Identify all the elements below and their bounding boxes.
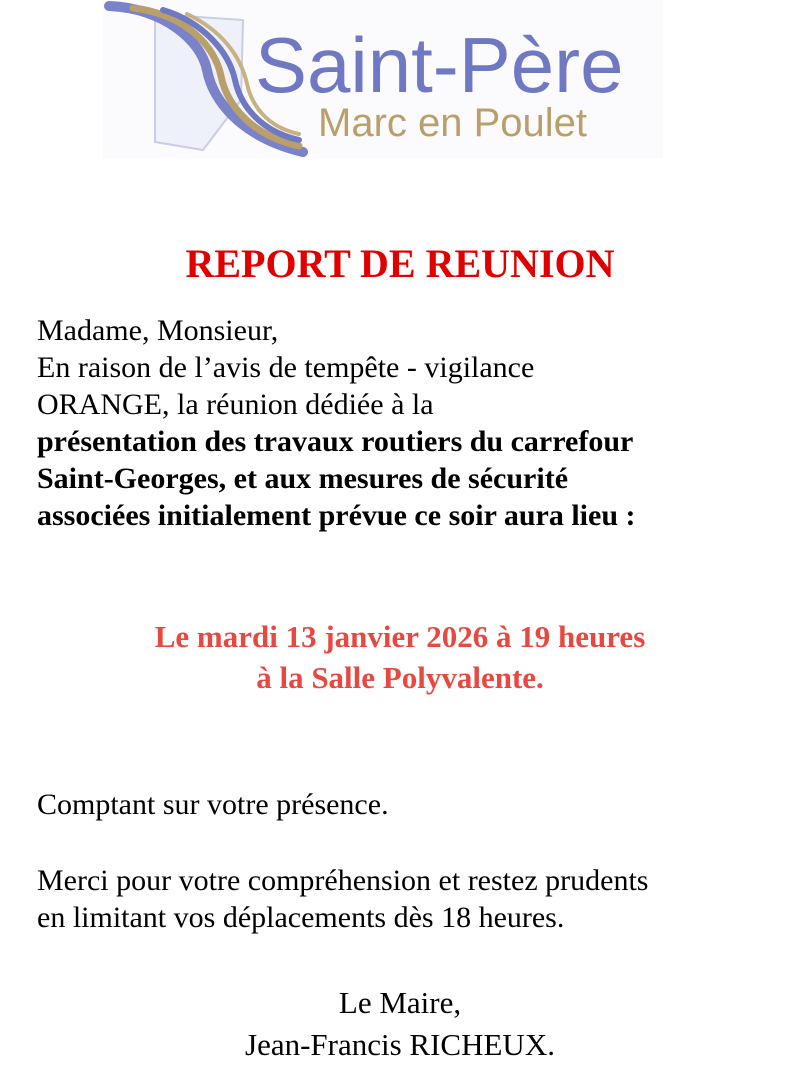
signature-name: Jean-Francis RICHEUX.: [245, 1027, 555, 1062]
closing-line: Merci pour votre compréhension et restez prudents: [37, 864, 649, 897]
signature-title: Le Maire,: [338, 985, 462, 1020]
place-line: à la Salle Polyvalente.: [256, 660, 544, 695]
closing-paragraph: [37, 862, 777, 936]
bold-line: Saint-Georges, et aux mesures de sécurité: [37, 462, 569, 495]
intro-line: ORANGE, la réunion dédiée à la: [37, 388, 434, 421]
notice-title: REPORT DE REUNION: [185, 241, 615, 286]
town-logo: [103, 0, 663, 158]
new-date-block: [0, 616, 800, 698]
bold-line: présentation des travaux routiers du carrefour: [37, 425, 634, 458]
closing-line: en limitant vos déplacements dès 18 heures.: [37, 901, 565, 934]
greeting: Madame, Monsieur,: [37, 314, 279, 347]
date-line: Le mardi 13 janvier 2026 à 19 heures: [154, 619, 646, 654]
intro-line: En raison de l’avis de tempête - vigilance: [37, 351, 535, 384]
intro-paragraph: [37, 312, 777, 534]
signature-block: [0, 982, 800, 1066]
presence-line: Comptant sur votre présence.: [37, 788, 389, 821]
logo-name-line1: Saint-Père: [255, 21, 624, 109]
bold-line: associées initialement prévue ce soir aura lieu :: [37, 499, 636, 532]
presence-paragraph: [37, 786, 777, 823]
logo-name-line2: Marc en Poulet: [318, 101, 588, 145]
